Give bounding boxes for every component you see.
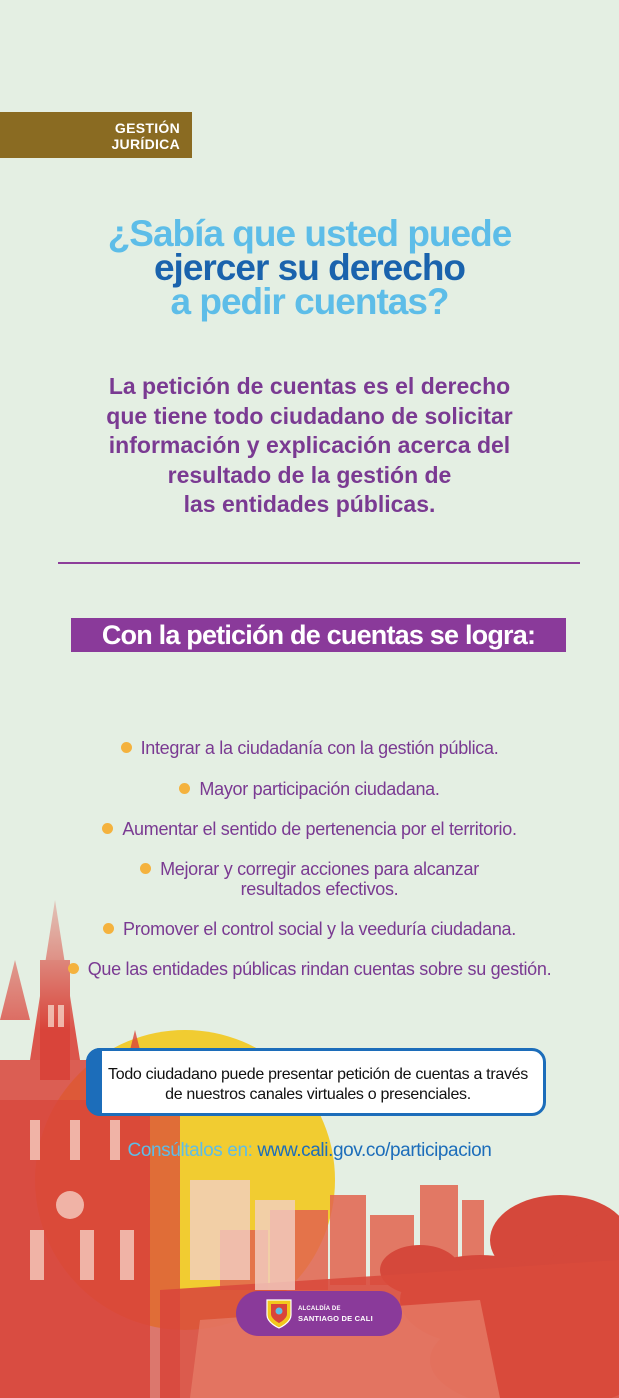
list-item xyxy=(0,819,619,839)
alcaldia-logo xyxy=(236,1291,402,1336)
section-tag-line1: GESTIÓN xyxy=(114,120,180,136)
headline-line3: a pedir cuentas? xyxy=(170,281,449,322)
bullet-dot-icon xyxy=(68,963,79,974)
cali-shield-icon xyxy=(266,1299,292,1329)
headline-line1: ¿Sabía que usted puede xyxy=(107,213,512,254)
bullet-dot-icon xyxy=(179,783,190,794)
notice-box xyxy=(86,1048,546,1116)
consult-label: Consúltalos en: xyxy=(127,1140,258,1161)
bullet-dot-icon xyxy=(102,823,113,834)
list-item xyxy=(0,859,619,899)
list-item-text: Aumentar el sentido de pertenencia por el territorio. xyxy=(122,819,517,839)
list-item xyxy=(0,959,619,979)
consult-line xyxy=(0,1140,619,1162)
notice-text: Todo ciudadano puede presentar petición de cuentas a través de nuestros canales virtuales o presenciales. xyxy=(108,1066,528,1103)
list-item-text: Promover el control social y la veeduría ciudadana. xyxy=(123,919,516,939)
intro-paragraph xyxy=(0,372,619,520)
list-item xyxy=(0,738,619,758)
logo-line1: ALCALDÍA DE xyxy=(298,1306,341,1312)
intro-line: información y explicación acerca del xyxy=(108,432,511,458)
bullet-dot-icon xyxy=(103,923,114,934)
list-item xyxy=(0,919,619,939)
notice-accent-bar xyxy=(86,1048,102,1116)
consult-link[interactable]: www.cali.gov.co/participacion xyxy=(257,1140,492,1161)
bullet-dot-icon xyxy=(121,742,132,753)
logo-line2: SANTIAGO DE CALI xyxy=(298,1314,373,1323)
section-tag xyxy=(0,112,192,158)
intro-line: que tiene todo ciudadano de solicitar xyxy=(106,402,513,429)
intro-line: La petición de cuentas es el derecho xyxy=(108,373,511,399)
intro-line: resultado de la gestión de xyxy=(167,461,452,488)
list-item-text: Integrar a la ciudadanía con la gestión pública. xyxy=(140,738,499,758)
list-item xyxy=(0,779,619,799)
list-item-text: Mejorar y corregir acciones para alcanzar resultados efectivos. xyxy=(160,859,479,899)
bullet-dot-icon xyxy=(140,863,151,874)
intro-line: las entidades públicas. xyxy=(183,491,436,517)
section-tag-line2: JURÍDICA xyxy=(111,136,180,152)
list-item-text: Que las entidades públicas rindan cuentas sobre su gestión. xyxy=(87,959,552,979)
headline-line2: ejercer su derecho xyxy=(153,247,466,288)
list-item-text: Mayor participación ciudadana. xyxy=(199,779,440,799)
subheading: Con la petición de cuentas se logra: xyxy=(71,618,566,652)
divider xyxy=(58,562,580,564)
